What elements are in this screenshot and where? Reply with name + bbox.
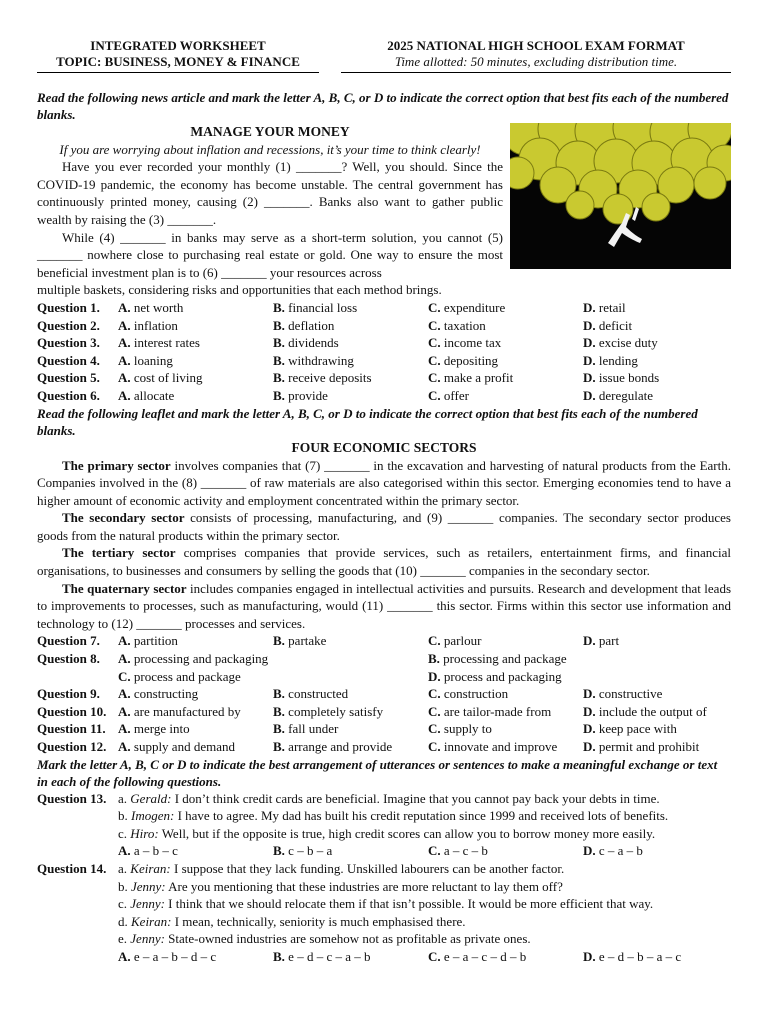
option-a[interactable]: A. inflation [118,317,178,333]
time-allotted: Time allotted: 50 minutes, excluding distribution time. [394,54,678,69]
option-a[interactable]: A. cost of living [118,370,203,386]
question-14 [37,860,731,966]
option-b[interactable]: B. constructed [273,686,349,702]
option-d[interactable]: D. c – a – b [583,843,643,859]
option-d[interactable]: D. process and packaging [428,668,562,684]
option-d[interactable]: D. retail [583,299,626,315]
option-a[interactable]: A. constructing [118,686,199,702]
article-image [510,123,731,269]
article-paragraph-2-end: multiple baskets, considering risks and opportunities that each method brings. [37,282,442,298]
article-subtitle: If you are worrying about inflation and recessions, it’s your time to think clearly! [59,141,481,157]
option-c[interactable]: C. taxation [428,317,486,333]
tertiary-sector-term: The tertiary sector [62,545,176,561]
article-text [37,123,503,281]
option-c[interactable]: C. supply to [428,721,492,737]
option-b[interactable]: B. deflation [273,317,335,333]
option-c[interactable]: C. parlour [428,633,482,649]
leaflet-paragraph-4 [37,580,731,633]
header [37,38,731,73]
question-row [37,703,731,721]
option-d[interactable]: D. issue bonds [583,370,660,386]
question-row [37,369,731,387]
option-a[interactable]: A. are manufactured by [118,703,241,719]
question-number: Question 1. [37,299,100,315]
header-right [341,38,731,73]
question-7 [37,632,731,650]
primary-sector-text: involves companies that (7) _______ in the excavation and harvesting of natural products from the Earth. Companies involved in the (8) _______ of raw materials are also categorised within this sector. Emerging economies tend to have a higher amount of economic activity and employment concentrated within the primary sector. [37,457,731,508]
worksheet-title: INTEGRATED WORKSHEET [90,38,266,53]
option-c[interactable]: C. innovate and improve [428,739,558,754]
option-a[interactable]: A. interest rates [118,335,200,351]
question-row [37,299,731,317]
option-d[interactable]: D. excise duty [583,335,658,351]
option-c[interactable]: C. e – a – c – d – b [428,948,527,964]
option-d[interactable]: D. deregulate [583,387,654,403]
option-b[interactable]: B. fall under [273,721,339,737]
utterance-c: c. Jenny: I think that we should relocate them if that isn’t possible. It would be more efficient that way. [118,896,654,912]
option-b[interactable]: B. withdrawing [273,352,354,368]
article-paragraph-2: While (4) _______ in banks may serve as a short-term solution, you cannot (5) _______ nowhere close to purchasing real estate or gold. One way to ensure the most beneficial investment plan is to (6) _______ your resources across [37,229,503,280]
option-c[interactable]: C. construction [428,686,509,702]
option-a[interactable]: A. partition [118,633,178,649]
question-number: Question 5. [37,370,100,386]
option-d[interactable]: D. e – d – b – a – c [583,948,682,964]
question-number: Question 11. [37,721,106,737]
primary-sector-term: The primary sector [62,457,171,473]
utterance-b: b. Jenny: Are you mentioning that these industries are more reluctant to lay them off? [118,878,563,894]
option-a[interactable]: A. net worth [118,299,184,315]
section1-instruction: Read the following news article and mark the letter A, B, C, or D to indicate the correct option that best fits each of the numbered blanks. [37,90,729,122]
option-c[interactable]: C. a – c – b [428,843,488,859]
option-c[interactable]: C. depositing [428,352,499,368]
option-c[interactable]: C. expenditure [428,299,506,315]
option-b[interactable]: B. processing and package [428,651,567,667]
question-list-1 [37,299,731,405]
leaflet-title: FOUR ECONOMIC SECTORS [291,439,477,455]
question-number: Question 3. [37,335,100,351]
utterance-a: a. Keiran: I suppose that they lack funding. Unskilled labourers can be another factor. [118,860,565,876]
article-title: MANAGE YOUR MONEY [190,124,350,139]
question-row [37,317,731,335]
article-paragraph-1: Have you ever recorded your monthly (1) _______? Well, you should. Since the COVID-19 pandemic, the economy has become unstable. The central government has continuously printed money, causing (2) _______. Banks also want to gather public wealth by raising the (3) _______. [37,159,503,227]
question-number: Question 14. [37,860,107,876]
question-row [37,720,731,738]
question-14-options [37,948,731,966]
question-row [37,352,731,370]
leaflet-text [37,457,731,633]
option-b[interactable]: B. completely satisfy [273,703,384,719]
exam-format: 2025 NATIONAL HIGH SCHOOL EXAM FORMAT [387,38,685,53]
option-d[interactable]: D. keep pace with [583,721,677,737]
option-d[interactable]: D. include the output of [583,703,707,719]
question-number: Question 10. [37,703,107,719]
option-a[interactable]: A. loaning [118,352,173,368]
option-b[interactable]: B. provide [273,387,328,403]
option-d[interactable]: D. part [583,633,620,649]
tertiary-sector-text: comprises companies that provide services, such as retailers, entertainment firms, and financial organisations, to businesses and consumers by selling the goods that (10) _______ companies in the secondary sector. [37,545,731,579]
quaternary-sector-term: The quaternary sector [62,580,187,596]
section3-instruction: Mark the letter A, B, C or D to indicate the best arrangement of utterances or sentences to make a meaningful exchange or text in each of the following questions. [37,756,718,789]
option-a[interactable]: A. a – b – c [118,843,178,859]
secondary-sector-text: consists of processing, manufacturing, and (9) _______ companies. The secondary sector produces goods from the natural products within the primary sector. [37,510,731,543]
utterance-c: c. Hiro: Well, but if the opposite is true, high credit scores can allow you to borrow money more easily. [118,825,656,841]
option-c[interactable]: C. make a profit [428,370,514,386]
option-b[interactable]: B. c – b – a [273,843,333,859]
utterance-a: a. Gerald: I don’t think credit cards are beneficial. Imagine that you cannot pay back your debts in time. [118,790,660,806]
option-a[interactable]: A. allocate [118,387,175,403]
option-d[interactable]: D. lending [583,352,638,368]
option-c[interactable]: C. offer [428,387,469,403]
question-number: Question 6. [37,387,100,403]
article [37,123,731,299]
question-number: Question 13. [37,790,107,806]
question-row [37,685,731,703]
question-row [37,387,731,405]
option-c[interactable]: C. process and package [118,668,241,684]
utterance-d: d. Keiran: I mean, technically, seniority is much emphasised there. [118,913,466,929]
worksheet-page [37,38,731,966]
option-b[interactable]: B. dividends [273,335,339,351]
option-d[interactable]: D. constructive [583,686,663,702]
leaflet-paragraph-3 [37,544,731,579]
option-a[interactable]: A. e – a – b – d – c [118,948,217,964]
header-left [37,38,319,73]
option-a[interactable]: A. processing and packaging [118,651,269,667]
question-13 [37,790,731,860]
question-number: Question 7. [37,633,100,649]
option-b[interactable]: B. partake [273,633,327,649]
question-row [37,738,731,756]
option-a[interactable]: A. merge into [118,721,190,737]
question-8-row-2 [37,668,731,686]
question-number: Question 12. [37,739,107,754]
question-number: Question 8. [37,651,100,667]
utterance-e: e. Jenny: State-owned industries are somehow not as profitable as private ones. [118,931,531,947]
secondary-sector-term: The secondary sector [62,510,185,526]
question-13-options [37,842,731,860]
question-8 [37,650,731,668]
question-row [37,334,731,352]
option-c[interactable]: C. income tax [428,335,502,351]
option-b[interactable]: B. financial loss [273,299,358,315]
question-number: Question 4. [37,352,100,368]
option-c[interactable]: C. are tailor-made from [428,703,552,719]
quaternary-sector-text: includes companies engaged in intellectual activities and pursuits. Research and development that leads to improvements to processes, such as manufacturing, would (11) _______ this sector. Firms within this sector use information and technology to (12) _______ processes and services. [37,580,731,631]
option-a[interactable]: A. supply and demand [118,739,235,754]
question-number: Question 9. [37,686,100,702]
section2-instruction: Read the following leaflet and mark the letter A, B, C, or D to indicate the correct option that best fits each of the numbered blanks. [37,405,698,438]
leaflet-paragraph-2 [37,509,731,544]
option-d[interactable]: D. deficit [583,317,633,333]
question-number: Question 2. [37,317,100,333]
option-b[interactable]: B. arrange and provide [273,739,393,754]
option-d[interactable]: D. permit and prohibit [583,739,700,754]
leaflet-paragraph-1 [37,457,731,510]
utterance-b: b. Imogen: I have to agree. My dad has built his credit reputation since 1999 and received lots of benefits. [118,808,669,824]
option-b[interactable]: B. e – d – c – a – b [273,948,371,964]
worksheet-topic: TOPIC: BUSINESS, MONEY & FINANCE [56,54,300,69]
option-b[interactable]: B. receive deposits [273,370,372,386]
question-list-2 [37,685,731,755]
